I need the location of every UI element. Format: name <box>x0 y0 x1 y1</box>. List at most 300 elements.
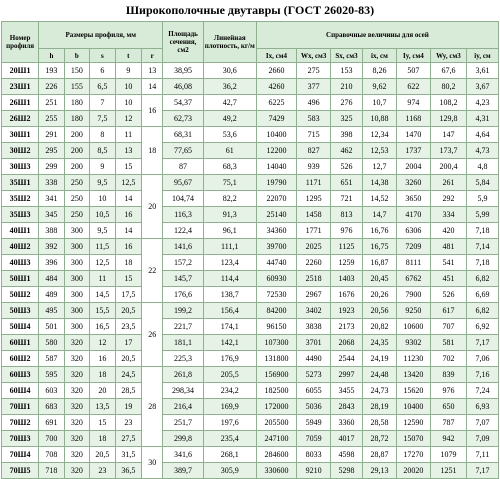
table-cell: 10 <box>90 191 115 207</box>
table-cell: 8111 <box>396 255 430 271</box>
table-cell: 1171 <box>297 175 331 191</box>
table-cell: 334 <box>430 207 466 223</box>
table-cell: 1771 <box>297 223 331 239</box>
table-cell: 96,1 <box>203 223 256 239</box>
table-cell: 4,73 <box>466 143 498 159</box>
table-cell: 20 <box>90 383 115 399</box>
table-cell: 24,19 <box>362 351 396 367</box>
profile-name-cell: 60Ш1 <box>2 335 39 351</box>
table-cell: 255 <box>39 111 64 127</box>
table-row <box>2 223 499 239</box>
col-header-r: r <box>142 49 163 63</box>
table-cell: 9,62 <box>362 79 396 95</box>
table-cell: 182500 <box>256 383 296 399</box>
table-cell: 12200 <box>256 143 296 159</box>
table-cell: 250 <box>64 191 89 207</box>
profile-name-cell: 23Ш1 <box>2 79 39 95</box>
col-header-ix-radius: ix, см <box>362 49 396 63</box>
table-cell: 111,1 <box>203 239 256 255</box>
table-cell: 300 <box>64 271 89 287</box>
table-cell: 19790 <box>256 175 296 191</box>
table-cell: 18 <box>90 367 115 383</box>
table-cell: 107300 <box>256 335 296 351</box>
table-cell: 1168 <box>396 111 430 127</box>
table-cell: 721 <box>331 191 363 207</box>
table-cell: 155 <box>64 79 89 95</box>
table-cell: 7,16 <box>466 367 498 383</box>
table-cell: 580 <box>39 335 64 351</box>
table-row <box>2 255 499 271</box>
table-cell: 4,23 <box>466 95 498 111</box>
table-cell: 18 <box>90 431 115 447</box>
profile-name-cell: 50Ш2 <box>2 287 39 303</box>
radius-cell: 18 <box>142 127 163 175</box>
table-cell: 225,3 <box>163 351 203 367</box>
table-cell: 8,5 <box>90 143 115 159</box>
beam-table <box>1 21 499 479</box>
col-header-b: b <box>64 49 89 63</box>
table-cell: 10 <box>115 79 142 95</box>
profile-name-cell: 26Ш1 <box>2 95 39 111</box>
table-cell: 150 <box>64 63 89 79</box>
table-cell: 420 <box>430 223 466 239</box>
table-cell: 11 <box>115 127 142 143</box>
table-cell: 156900 <box>256 367 296 383</box>
table-cell: 1737 <box>396 143 430 159</box>
table-cell: 320 <box>64 399 89 415</box>
table-cell: 320 <box>64 463 89 479</box>
table-cell: 9 <box>115 63 142 79</box>
table-cell: 95,67 <box>163 175 203 191</box>
table-cell: 7,07 <box>466 415 498 431</box>
table-cell: 595 <box>39 367 64 383</box>
table-cell: 181,1 <box>163 335 203 351</box>
table-cell: 200 <box>64 143 89 159</box>
table-cell: 24,5 <box>115 367 142 383</box>
table-cell: 392 <box>39 239 64 255</box>
table-cell: 1923 <box>331 303 363 319</box>
table-cell: 29,13 <box>362 463 396 479</box>
table-cell: 22070 <box>256 191 296 207</box>
table-cell: 15 <box>115 159 142 175</box>
table-cell: 484 <box>39 271 64 287</box>
table-cell: 20,5 <box>90 447 115 463</box>
table-cell: 15 <box>115 271 142 287</box>
table-cell: 13 <box>115 143 142 159</box>
table-cell: 12,5 <box>115 175 142 191</box>
table-cell: 700 <box>39 431 64 447</box>
radius-cell: 26 <box>142 303 163 367</box>
table-cell: 718 <box>39 463 64 479</box>
table-cell: 5036 <box>297 399 331 415</box>
table-cell: 976 <box>430 383 466 399</box>
table-cell: 300 <box>64 239 89 255</box>
table-row <box>2 159 499 175</box>
table-cell: 12,34 <box>362 127 396 143</box>
table-cell: 5,9 <box>466 191 498 207</box>
table-cell: 3260 <box>396 175 430 191</box>
table-cell: 1125 <box>331 239 363 255</box>
radius-cell: 13 <box>142 63 163 79</box>
table-cell: 108,2 <box>430 95 466 111</box>
profile-name-cell: 20Ш1 <box>2 63 39 79</box>
table-cell: 20,45 <box>362 271 396 287</box>
col-header-name: Номер профиля <box>2 22 39 63</box>
table-cell: 5298 <box>331 463 363 479</box>
table-cell: 216,4 <box>163 399 203 415</box>
table-cell: 14,7 <box>362 207 396 223</box>
profile-name-cell: 60Ш4 <box>2 383 39 399</box>
table-cell: 80,2 <box>430 79 466 95</box>
table-cell: 291 <box>39 127 64 143</box>
table-cell: 16 <box>115 239 142 255</box>
table-cell: 507 <box>396 63 430 79</box>
table-cell: 91,3 <box>203 207 256 223</box>
table-cell: 7900 <box>396 287 430 303</box>
profile-name-cell: 35Ш1 <box>2 175 39 191</box>
table-cell: 276 <box>331 95 363 111</box>
table-cell: 197,6 <box>203 415 256 431</box>
table-cell: 17270 <box>396 447 430 463</box>
table-cell: 15620 <box>396 383 430 399</box>
table-cell: 268,1 <box>203 447 256 463</box>
table-cell: 691 <box>39 415 64 431</box>
table-cell: 7059 <box>297 431 331 447</box>
table-cell: 20,5 <box>115 303 142 319</box>
table-cell: 251 <box>39 95 64 111</box>
table-cell: 180 <box>64 111 89 127</box>
table-cell: 320 <box>64 351 89 367</box>
table-cell: 320 <box>64 335 89 351</box>
table-cell: 123,4 <box>203 255 256 271</box>
table-cell: 2518 <box>297 271 331 287</box>
col-header-iy: Iy, см4 <box>396 49 430 63</box>
table-cell: 16 <box>90 351 115 367</box>
table-cell: 7429 <box>256 111 296 127</box>
table-cell: 68,3 <box>203 159 256 175</box>
table-cell: 157,2 <box>163 255 203 271</box>
table-cell: 787 <box>430 415 466 431</box>
table-cell: 1259 <box>331 255 363 271</box>
table-cell: 62,73 <box>163 111 203 127</box>
table-cell: 172000 <box>256 399 296 415</box>
table-cell: 251,7 <box>163 415 203 431</box>
table-cell: 18 <box>115 255 142 271</box>
table-row <box>2 239 499 255</box>
table-cell: 942 <box>430 431 466 447</box>
table-cell: 8033 <box>297 447 331 463</box>
radius-cell: 20 <box>142 175 163 239</box>
table-cell: 298,34 <box>163 383 203 399</box>
table-cell: 2997 <box>331 367 363 383</box>
table-cell: 250 <box>64 175 89 191</box>
table-cell: 300 <box>64 287 89 303</box>
table-cell: 9,5 <box>90 175 115 191</box>
table-cell: 9250 <box>396 303 430 319</box>
table-cell: 7,17 <box>466 463 498 479</box>
table-cell: 603 <box>39 383 64 399</box>
profile-name-cell: 26Ш2 <box>2 111 39 127</box>
table-cell: 12590 <box>396 415 430 431</box>
table-cell: 1676 <box>331 287 363 303</box>
table-cell: 320 <box>64 367 89 383</box>
table-cell: 176,9 <box>203 351 256 367</box>
col-header-h: h <box>39 49 64 63</box>
table-cell: 581 <box>430 335 466 351</box>
table-cell: 305,9 <box>203 463 256 479</box>
table-cell: 104,74 <box>163 191 203 207</box>
table-cell: 320 <box>64 447 89 463</box>
table-row <box>2 463 499 479</box>
table-cell: 20,5 <box>115 351 142 367</box>
table-cell: 174,1 <box>203 319 256 335</box>
table-row <box>2 95 499 111</box>
profile-name-cell: 70Ш5 <box>2 463 39 479</box>
table-cell: 300 <box>64 303 89 319</box>
table-cell: 481 <box>430 239 466 255</box>
table-cell: 5273 <box>297 367 331 383</box>
table-cell: 12,53 <box>362 143 396 159</box>
table-cell: 3,61 <box>466 63 498 79</box>
table-cell: 235,4 <box>203 431 256 447</box>
table-cell: 8,26 <box>362 63 396 79</box>
table-cell: 1470 <box>396 127 430 143</box>
table-cell: 3360 <box>331 415 363 431</box>
table-cell: 28,5 <box>115 383 142 399</box>
table-cell: 839 <box>430 367 466 383</box>
table-row <box>2 367 499 383</box>
table-row <box>2 319 499 335</box>
table-row <box>2 383 499 399</box>
radius-cell: 30 <box>142 447 163 479</box>
table-cell: 2004 <box>396 159 430 175</box>
table-cell: 16,76 <box>362 223 396 239</box>
table-cell: 199,2 <box>163 303 203 319</box>
table-cell: 275 <box>297 63 331 79</box>
table-cell: 4598 <box>331 447 363 463</box>
table-cell: 12 <box>90 335 115 351</box>
table-cell: 24,35 <box>362 335 396 351</box>
page-title: Широкополочные двутавры (ГОСТ 26020-83) <box>125 3 375 17</box>
profile-name-cell: 30Ш1 <box>2 127 39 143</box>
table-cell: 7,14 <box>466 239 498 255</box>
table-cell: 3402 <box>297 303 331 319</box>
table-cell: 300 <box>64 319 89 335</box>
table-cell: 6,69 <box>466 287 498 303</box>
table-cell: 12,5 <box>90 255 115 271</box>
table-cell: 28,58 <box>362 415 396 431</box>
table-cell: 200 <box>64 159 89 175</box>
table-cell: 23 <box>90 463 115 479</box>
table-cell: 320 <box>64 415 89 431</box>
table-cell: 250 <box>64 207 89 223</box>
table-cell: 75,1 <box>203 175 256 191</box>
table-cell: 7,18 <box>466 255 498 271</box>
table-cell: 129,8 <box>430 111 466 127</box>
table-cell: 7,06 <box>466 351 498 367</box>
table-cell: 72530 <box>256 287 296 303</box>
table-cell: 6 <box>90 63 115 79</box>
table-cell: 20020 <box>396 463 430 479</box>
table-cell: 15070 <box>396 431 430 447</box>
table-row <box>2 271 499 287</box>
table-cell: 247100 <box>256 431 296 447</box>
table-cell: 2025 <box>297 239 331 255</box>
profile-name-cell: 40Ш2 <box>2 239 39 255</box>
table-cell: 36,2 <box>203 79 256 95</box>
table-cell: 61 <box>203 143 256 159</box>
table-cell: 2173 <box>331 319 363 335</box>
table-cell: 2843 <box>331 399 363 415</box>
table-row <box>2 63 499 79</box>
table-cell: 341 <box>39 191 64 207</box>
profile-name-cell: 50Ш4 <box>2 319 39 335</box>
table-cell: 292 <box>430 191 466 207</box>
table-row <box>2 415 499 431</box>
table-cell: 147 <box>430 127 466 143</box>
table-row <box>2 447 499 463</box>
table-cell: 708 <box>39 447 64 463</box>
table-cell: 7 <box>90 95 115 111</box>
table-cell: 526 <box>430 287 466 303</box>
profile-name-cell: 35Ш2 <box>2 191 39 207</box>
profile-name-cell: 70Ш4 <box>2 447 39 463</box>
table-cell: 6,93 <box>466 399 498 415</box>
table-cell: 976 <box>331 223 363 239</box>
table-cell: 234,2 <box>203 383 256 399</box>
table-cell: 330600 <box>256 463 296 479</box>
table-row <box>2 351 499 367</box>
table-cell: 489 <box>39 287 64 303</box>
table-cell: 3455 <box>331 383 363 399</box>
table-cell: 3650 <box>396 191 430 207</box>
table-cell: 114,4 <box>203 271 256 287</box>
table-cell: 153 <box>331 63 363 79</box>
table-cell: 495 <box>39 303 64 319</box>
table-cell: 7,18 <box>466 223 498 239</box>
table-cell: 827 <box>297 143 331 159</box>
table-row <box>2 127 499 143</box>
table-cell: 39700 <box>256 239 296 255</box>
col-header-wy: Wy, см3 <box>430 49 466 63</box>
table-cell: 5949 <box>297 415 331 431</box>
table-cell: 54,37 <box>163 95 203 111</box>
table-cell: 67,6 <box>430 63 466 79</box>
table-cell: 145,7 <box>163 271 203 287</box>
table-row <box>2 191 499 207</box>
table-cell: 96150 <box>256 319 296 335</box>
profile-name-cell: 70Ш3 <box>2 431 39 447</box>
col-header-t: t <box>115 49 142 63</box>
table-cell: 4,31 <box>466 111 498 127</box>
table-cell: 15,5 <box>90 303 115 319</box>
table-cell: 42,7 <box>203 95 256 111</box>
table-cell: 138,7 <box>203 287 256 303</box>
table-cell: 226 <box>39 79 64 95</box>
table-cell: 87 <box>163 159 203 175</box>
table-cell: 1251 <box>430 463 466 479</box>
col-header-ref: Справочные величины для осей <box>256 22 498 49</box>
table-cell: 299,8 <box>163 431 203 447</box>
table-cell: 813 <box>331 207 363 223</box>
table-cell: 398 <box>331 127 363 143</box>
table-cell: 9,5 <box>90 223 115 239</box>
table-cell: 23 <box>115 415 142 431</box>
table-cell: 8 <box>90 127 115 143</box>
table-cell: 377 <box>297 79 331 95</box>
table-cell: 193 <box>39 63 64 79</box>
table-cell: 12 <box>115 111 142 127</box>
table-cell: 14,38 <box>362 175 396 191</box>
col-header-wx: Wx, см3 <box>297 49 331 63</box>
table-cell: 6055 <box>297 383 331 399</box>
table-cell: 14 <box>115 223 142 239</box>
table-cell: 541 <box>430 255 466 271</box>
table-cell: 300 <box>64 223 89 239</box>
table-cell: 205500 <box>256 415 296 431</box>
table-cell: 17,5 <box>115 287 142 303</box>
table-row <box>2 111 499 127</box>
table-row <box>2 399 499 415</box>
table-cell: 325 <box>331 111 363 127</box>
col-header-ix: Ix, см4 <box>256 49 296 63</box>
table-cell: 116,3 <box>163 207 203 223</box>
table-cell: 338 <box>39 175 64 191</box>
table-cell: 4,64 <box>466 127 498 143</box>
table-cell: 141,6 <box>163 239 203 255</box>
table-cell: 60930 <box>256 271 296 287</box>
col-header-density: Линейная плотность, кг/м <box>203 22 256 63</box>
table-cell: 17 <box>115 335 142 351</box>
table-cell: 683 <box>39 399 64 415</box>
table-cell: 180 <box>64 95 89 111</box>
table-cell: 6762 <box>396 271 430 287</box>
table-cell: 651 <box>331 175 363 191</box>
table-cell: 173,7 <box>430 143 466 159</box>
table-cell: 16,87 <box>362 255 396 271</box>
table-cell: 501 <box>39 319 64 335</box>
table-cell: 27,5 <box>115 431 142 447</box>
profile-name-cell: 40Ш3 <box>2 255 39 271</box>
table-row <box>2 287 499 303</box>
table-cell: 462 <box>331 143 363 159</box>
table-cell: 707 <box>430 319 466 335</box>
table-cell: 156,4 <box>203 303 256 319</box>
table-cell: 14,5 <box>90 287 115 303</box>
table-cell: 261,8 <box>163 367 203 383</box>
table-cell: 389,7 <box>163 463 203 479</box>
table-cell: 4170 <box>396 207 430 223</box>
table-cell: 1403 <box>331 271 363 287</box>
table-cell: 25140 <box>256 207 296 223</box>
table-cell: 6,82 <box>466 303 498 319</box>
table-cell: 9 <box>90 159 115 175</box>
profile-name-cell: 30Ш3 <box>2 159 39 175</box>
profile-name-cell: 35Ш3 <box>2 207 39 223</box>
table-cell: 77,65 <box>163 143 203 159</box>
table-cell: 2260 <box>297 255 331 271</box>
table-cell: 320 <box>64 383 89 399</box>
col-header-iy-radius: iy, см <box>466 49 498 63</box>
table-cell: 11 <box>90 271 115 287</box>
table-cell: 300 <box>64 255 89 271</box>
table-cell: 20,56 <box>362 303 396 319</box>
table-cell: 34360 <box>256 223 296 239</box>
table-cell: 451 <box>430 271 466 287</box>
table-cell: 526 <box>331 159 363 175</box>
table-cell: 299 <box>39 159 64 175</box>
table-cell: 11,5 <box>90 239 115 255</box>
